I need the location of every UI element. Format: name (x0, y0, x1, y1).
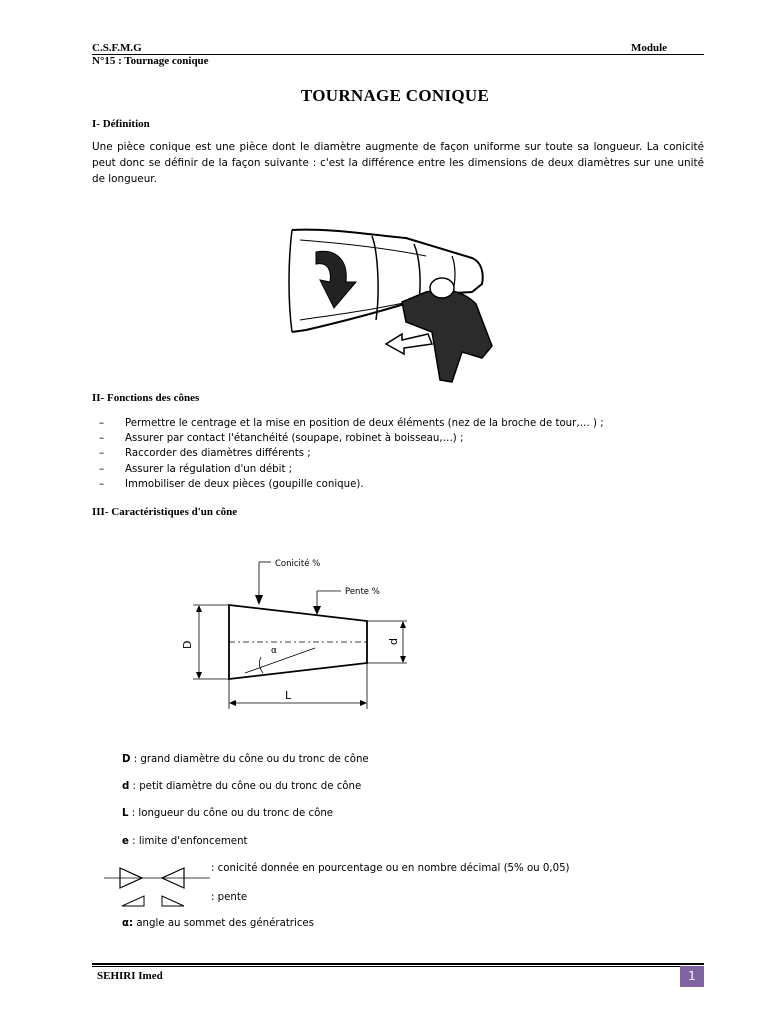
functions-list (99, 418, 699, 494)
header-module: Module (631, 42, 668, 54)
list-item: – Immobiliser de deux pièces (goupille conique). (99, 478, 364, 490)
footer-author: SEHIRI Imed (97, 970, 163, 982)
definition-d: d : petit diamètre du cône ou du tronc de cône (122, 781, 362, 792)
page-title: TOURNAGE CONIQUE (300, 86, 490, 105)
header-chapter: N°15 : Tournage conique (92, 55, 209, 67)
footer-divider (92, 963, 704, 965)
section-characteristics-heading: III- Caractéristiques d'un cône (92, 506, 238, 518)
pente-label: Pente % (345, 587, 380, 597)
pente-symbol-left-icon (122, 896, 144, 906)
section-definition-heading: I- Définition (92, 118, 150, 130)
list-item: – Permettre le centrage et la mise en position de deux éléments (nez de la broche de tour,… ) ; (99, 418, 604, 429)
footer-divider-thin (92, 966, 704, 967)
definition-paragraph: Une pièce conique est une pièce dont le diamètre augmente de façon uniforme sur toute sa longueur. La conicité peut donc se définir de la façon suivante : c'est la différence entre les dimensions de deux diamètres sur une unité de longueur. (92, 141, 704, 185)
conicite-symbol-icon (104, 860, 210, 916)
section-functions-heading: II- Fonctions des cônes (92, 392, 200, 404)
conicite-note: : conicité donnée en pourcentage ou en nombre décimal (5% ou 0,05) (211, 863, 570, 874)
definition-L: L : longueur du cône ou du tronc de cône (122, 808, 334, 819)
definition-e: e : limite d'enfoncement (122, 836, 248, 847)
D-label: D (181, 640, 194, 649)
turning-illustration (286, 212, 500, 384)
L-label: L (285, 689, 292, 702)
list-item: – Assurer la régulation d'un débit ; (99, 463, 293, 475)
pente-note: : pente (211, 892, 248, 903)
definition-alpha: α: angle au sommet des génératrices (122, 918, 315, 929)
conicite-label: Conicité % (275, 559, 321, 569)
list-item: – Assurer par contact l'étanchéité (soupape, robinet à boisseau,…) ; (99, 433, 464, 445)
pente-symbol-right-icon (162, 896, 184, 906)
alpha-label: α (271, 646, 277, 656)
definition-D: D : grand diamètre du cône ou du tronc de cône (122, 754, 369, 765)
cone-diagram (175, 545, 415, 715)
page-number-badge: 1 (680, 966, 704, 987)
list-item: – Raccorder des diamètres différents ; (99, 448, 311, 460)
d-label: d (387, 638, 400, 645)
header-org: C.S.F.M.G (92, 42, 142, 54)
